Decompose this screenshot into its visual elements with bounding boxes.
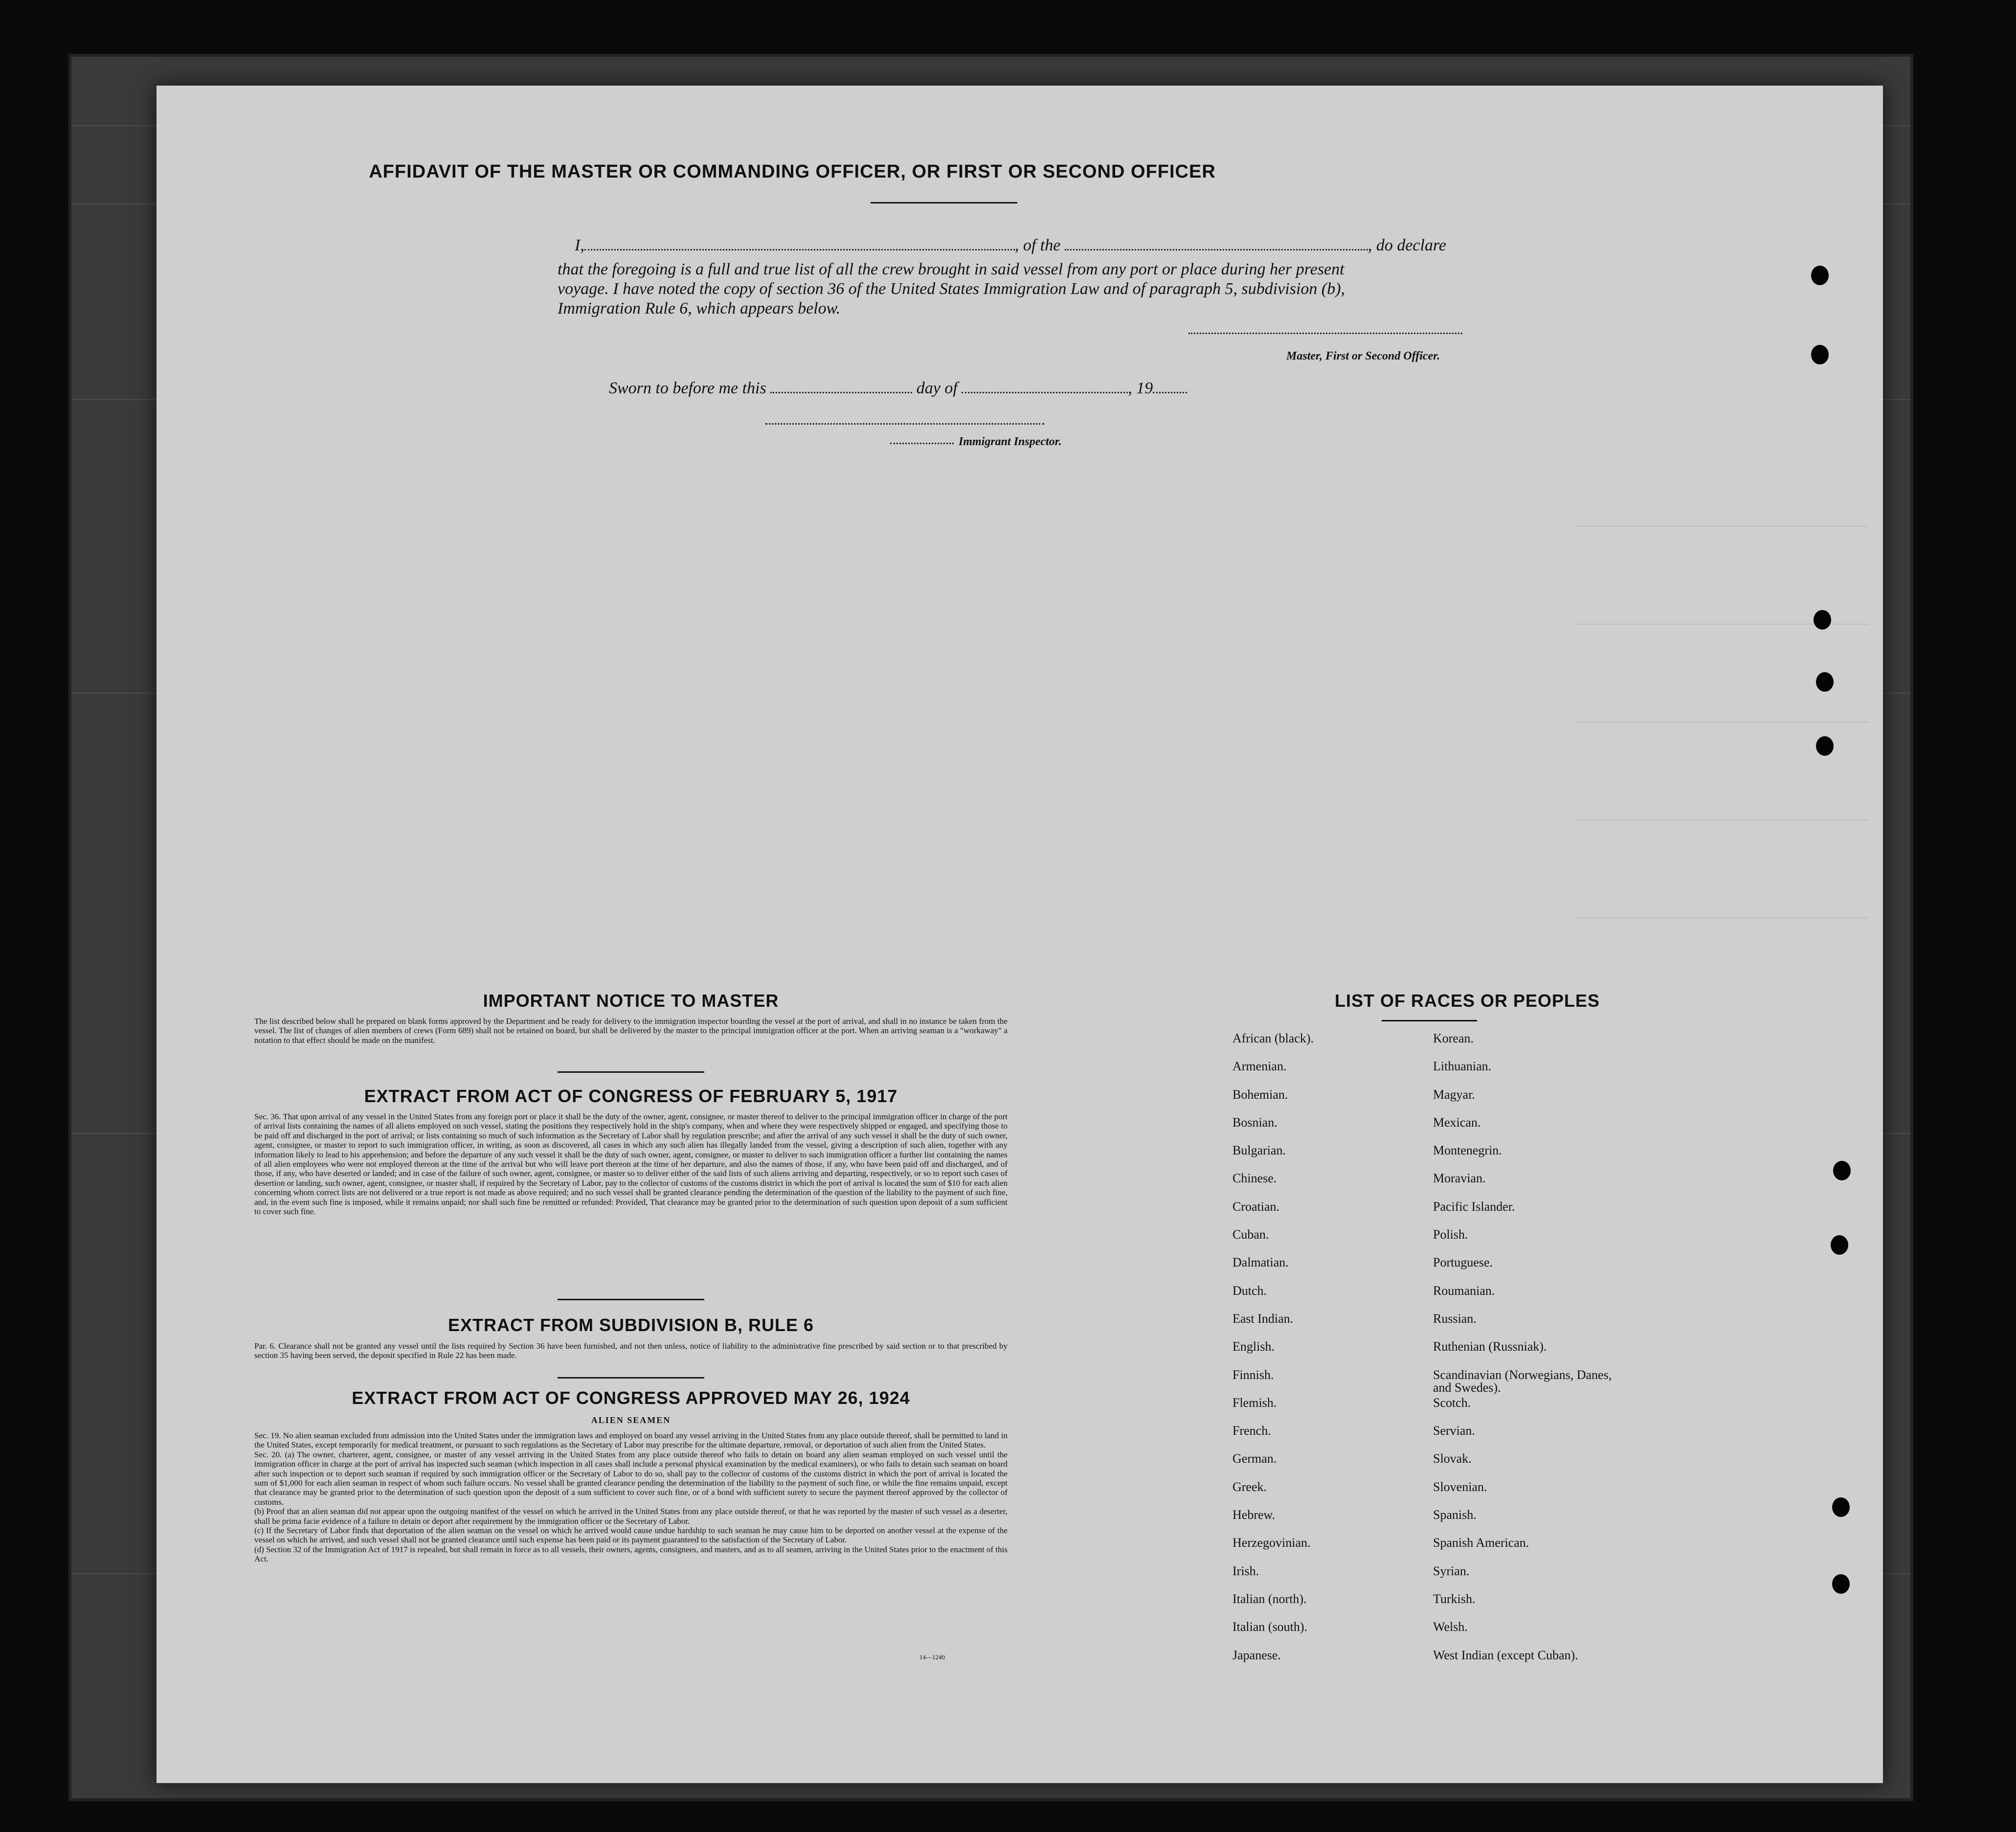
notice-text: The list described below shall be prepared on blank forms approved by the Department and be ready for delivery to the immigration inspector boarding the vessel at the port of arrival, and shall in no instance be taken from the vessel. The list of changes of alien members of crews (Form 689) shall not be retained on board, but shall be delivered by the master to the principal immigration officer at the port. When an arriving seaman is a "workaway" a notation to that effect should be made on the manifest. [254, 1017, 1008, 1045]
binder-hole [1832, 1574, 1850, 1594]
race-item: Servian. [1433, 1424, 1475, 1438]
master-signature-line[interactable] [1188, 333, 1462, 334]
race-item: Dutch. [1232, 1283, 1267, 1298]
subdivision-b-text: Par. 6. Clearance shall not be granted any vessel until the lists required by Section 36 have been furnished, and not then unless, notice of liability to the administrative fine prescribed by said section or to that prescribed by section 35 having been served, the deposit specified in Rule 22 has been made. [254, 1341, 1008, 1360]
name-blank[interactable] [584, 238, 1015, 250]
section-20b: (b) Proof that an alien seaman did not appear upon the outgoing manifest of the vessel on which he arrived in the United States from any place outside thereof, or that he was reported by the master of such vessel as a deserter, shall be prima facie evidence of a failure to detain or deport after requirement by the immigration officer or the Secretary of Labor. [254, 1507, 1008, 1526]
vessel-blank[interactable] [1065, 238, 1368, 250]
subdivision-b-title: EXTRACT FROM SUBDIVISION B, RULE 6 [448, 1315, 814, 1335]
race-item: Dalmatian. [1232, 1255, 1289, 1270]
race-item: Chinese. [1232, 1171, 1277, 1186]
binder-hole [1811, 266, 1829, 285]
race-item: Slovak. [1433, 1451, 1472, 1466]
race-item: Herzegovinian. [1232, 1536, 1311, 1550]
section-20a: Sec. 20. (a) The owner, charterer, agent, consignee, or master of any vessel arriving in the United States from any place outside thereof who fails to detain on board any alien seaman employed on such vessel until the immigration officer in charge at the port of arrival has inspected such seaman (which inspection in all cases shall include a personal physical examination by the medical examiners), or who fails to detain such seaman on board after such inspection or to deport such seaman if required by such immigration officer or the Secretary of Labor to do so, shall pay to the collector of customs of the customs district in which the port of arrival is located the sum of $1,000 for each alien seaman in respect of whom such failure occurs. No vessel shall be granted clearance pending the determination of the liability to the payment of such fine, or while the fine remains unpaid, except that clearance may be granted prior to the determination of such question upon the deposit of a sum sufficient to cover such fine, or of a bond with sufficient surety to secure the payment thereof approved by the collector of customs. [254, 1449, 1008, 1507]
race-item: Korean. [1433, 1031, 1474, 1045]
notice-title: IMPORTANT NOTICE TO MASTER [483, 991, 779, 1011]
master-signature-label: Master, First or Second Officer. [1286, 350, 1440, 362]
race-item: Spanish. [1433, 1508, 1477, 1522]
alien-seamen-subtitle: ALIEN SEAMEN [591, 1415, 671, 1425]
race-item: Montenegrin. [1433, 1143, 1502, 1158]
race-item: Japanese. [1232, 1648, 1281, 1662]
affidavit-text-line: that the foregoing is a full and true list of all the crew brought in said vessel from any port or place during her present [558, 260, 1344, 278]
sworn-year-blank[interactable] [1153, 381, 1187, 393]
form-number: 14—1240 [919, 1653, 945, 1661]
sworn-day-blank[interactable] [770, 381, 912, 393]
races-title: LIST OF RACES OR PEOPLES [1334, 991, 1600, 1011]
binder-hole [1814, 610, 1831, 630]
race-item: Bosnian. [1232, 1115, 1277, 1130]
race-item: Croatian. [1232, 1199, 1280, 1214]
binder-hole [1811, 345, 1829, 364]
binder-hole [1816, 736, 1834, 756]
divider [1382, 1020, 1477, 1021]
race-item: Cuban. [1232, 1227, 1269, 1242]
extract-1924-body [254, 1431, 1008, 1564]
extract-1917-text: Sec. 36. That upon arrival of any vessel in the United States from any foreign port or place it shall be the duty of the owner, agent, consignee, or master thereof to deliver to the principal immigration officer in charge of the port of arrival lists containing the names of all aliens employed on such vessel, stating the positions they respectively hold in the ship's company, when and where they were respectively shipped or engaged, and specifying those to be paid off and discharged in the port of arrival; or lists containing so much of such information as the Secretary of Labor shall by regulation prescribe; and after the arrival of any such vessel it shall be the duty of such owner, agent, consignee, or master to report to such immigration officer, in writing, as soon as discovered, all cases in which any such alien has illegally landed from the vessel, giving a description of such alien, together with any information likely to lead to his apprehension; and before the departure of any such vessel it shall be the duty of such owner, agent, consignee, or master to deliver to such immigration officer a further list containing the names of all alien employees who were not employed thereon at the time of the arrival but who will leave port thereon at the time of her departure, and also the names of those, if any, who have been paid off and discharged, and of those, if any, who have deserted or landed; and in case of the failure of such owner, agent, consignee, or master so to deliver either of the said lists of such aliens arriving and departing, respectively, or so to report such cases of desertion or landing, such owner, agent, consignee, or master shall, if required by the Secretary of Labor, pay to the collector of customs of the customs district in which the port of arrival is located the sum of $10 for each alien concerning whom correct lists are not delivered or a true report is not made as above required; and no such vessel shall be granted clearance pending the determination of the question of the liability to the payment of such fine, and, in the event such fine is imposed, while it remains unpaid; nor shall such fine be remitted or refunded: Provided, That clearance may be granted prior to the determination of such question upon deposit of a sum sufficient to cover such fine. [254, 1112, 1008, 1217]
race-item: Italian (south). [1232, 1620, 1308, 1634]
race-item: Flemish. [1232, 1395, 1277, 1410]
section-19: Sec. 19. No alien seaman excluded from admission into the United States under the immigration laws and employed on board any vessel arriving in the United States from any place outside thereof, shall be permitted to land in the United States, except temporarily for medical treatment, or pursuant to such regulations as the Secretary of Labor may prescribe for the ultimate departure, removal, or deportation of such alien from the United States. [254, 1431, 1008, 1450]
extract-1917-title: EXTRACT FROM ACT OF CONGRESS OF FEBRUARY 5, 1917 [364, 1086, 898, 1106]
race-item: French. [1232, 1424, 1271, 1438]
affidavit-text-line: voyage. I have noted the copy of section 36 of the United States Immigration Law and of paragraph 5, subdivision (b), [558, 280, 1345, 298]
race-item: Polish. [1433, 1227, 1468, 1242]
race-item: Bulgarian. [1232, 1143, 1286, 1158]
divider [558, 1377, 704, 1379]
race-item: Magyar. [1433, 1087, 1475, 1102]
race-item: Mexican. [1433, 1115, 1481, 1130]
race-item: Syrian. [1433, 1563, 1470, 1578]
race-item: Irish. [1232, 1563, 1259, 1578]
race-item: Turkish. [1433, 1591, 1476, 1606]
races-list [1232, 1032, 1673, 1678]
manifest-page-back [157, 86, 1883, 1783]
race-item: West Indian (except Cuban). [1433, 1648, 1578, 1662]
binder-hole [1832, 1497, 1850, 1517]
race-item: Roumanian. [1433, 1283, 1495, 1298]
affidavit-text-line: Immigration Rule 6, which appears below. [558, 299, 841, 317]
race-item: English. [1232, 1339, 1275, 1354]
race-item: Slovenian. [1433, 1479, 1487, 1494]
binder-hole [1831, 1235, 1848, 1255]
title-rule [871, 202, 1017, 204]
race-item: Welsh. [1433, 1620, 1468, 1634]
race-item: Hebrew. [1232, 1508, 1276, 1522]
race-item: Italian (north). [1232, 1591, 1307, 1606]
race-item: Russian. [1433, 1311, 1477, 1326]
section-20c: (c) If the Secretary of Labor finds that deportation of the alien seaman on the vessel on which he arrived would cause undue hardship to such seaman he may cause him to be deported on another vessel at the expense of the vessel on which he arrived, and such vessel shall not be granted clearance until such expense has been paid or its payment guaranteed to the satisfaction of the Secretary of Labor. [254, 1526, 1008, 1545]
race-item: Ruthenian (Russniak). [1433, 1339, 1547, 1354]
binder-hole [1816, 672, 1834, 692]
race-item: Greek. [1232, 1479, 1267, 1494]
sworn-line: Sworn to before me this day of , 19 [609, 379, 1187, 398]
race-item: Bohemian. [1232, 1087, 1288, 1102]
race-item: German. [1232, 1451, 1277, 1466]
affidavit-title: AFFIDAVIT OF THE MASTER OR COMMANDING OFFICER, OR FIRST OR SECOND OFFICER [369, 161, 1216, 182]
race-item: Pacific Islander. [1433, 1199, 1515, 1214]
extract-1924-title: EXTRACT FROM ACT OF CONGRESS APPROVED MAY 26, 1924 [352, 1388, 910, 1408]
inspector-signature-label: Immigrant Inspector. [959, 435, 1062, 448]
binder-hole [1833, 1161, 1851, 1180]
sworn-month-blank[interactable] [962, 381, 1128, 393]
race-item: Finnish. [1232, 1367, 1274, 1382]
divider [558, 1299, 704, 1300]
affidavit-declaration-line: I, , of the , do declare [575, 236, 1447, 254]
section-20d: (d) Section 32 of the Immigration Act of 1917 is repealed, but shall remain in force as to all vessels, their owners, agents, consignees, and masters, and as to all seamen, arriving in the United States prior to the enactment of this Act. [254, 1544, 1008, 1564]
race-item: African (black). [1232, 1031, 1314, 1045]
race-item: Lithuanian. [1433, 1059, 1492, 1074]
race-item: Scotch. [1433, 1395, 1471, 1410]
race-item: Portuguese. [1433, 1255, 1493, 1270]
inspector-signature-line[interactable] [765, 423, 1044, 425]
race-item: Spanish American. [1433, 1536, 1529, 1550]
race-item: Moravian. [1433, 1171, 1486, 1186]
race-item: Armenian. [1232, 1059, 1287, 1074]
inspector-signature-line-2[interactable] [890, 443, 954, 444]
race-item: East Indian. [1232, 1311, 1294, 1326]
divider [558, 1071, 704, 1073]
race-item: Scandinavian (Norwegians, Danes, and Swedes). [1433, 1367, 1612, 1395]
